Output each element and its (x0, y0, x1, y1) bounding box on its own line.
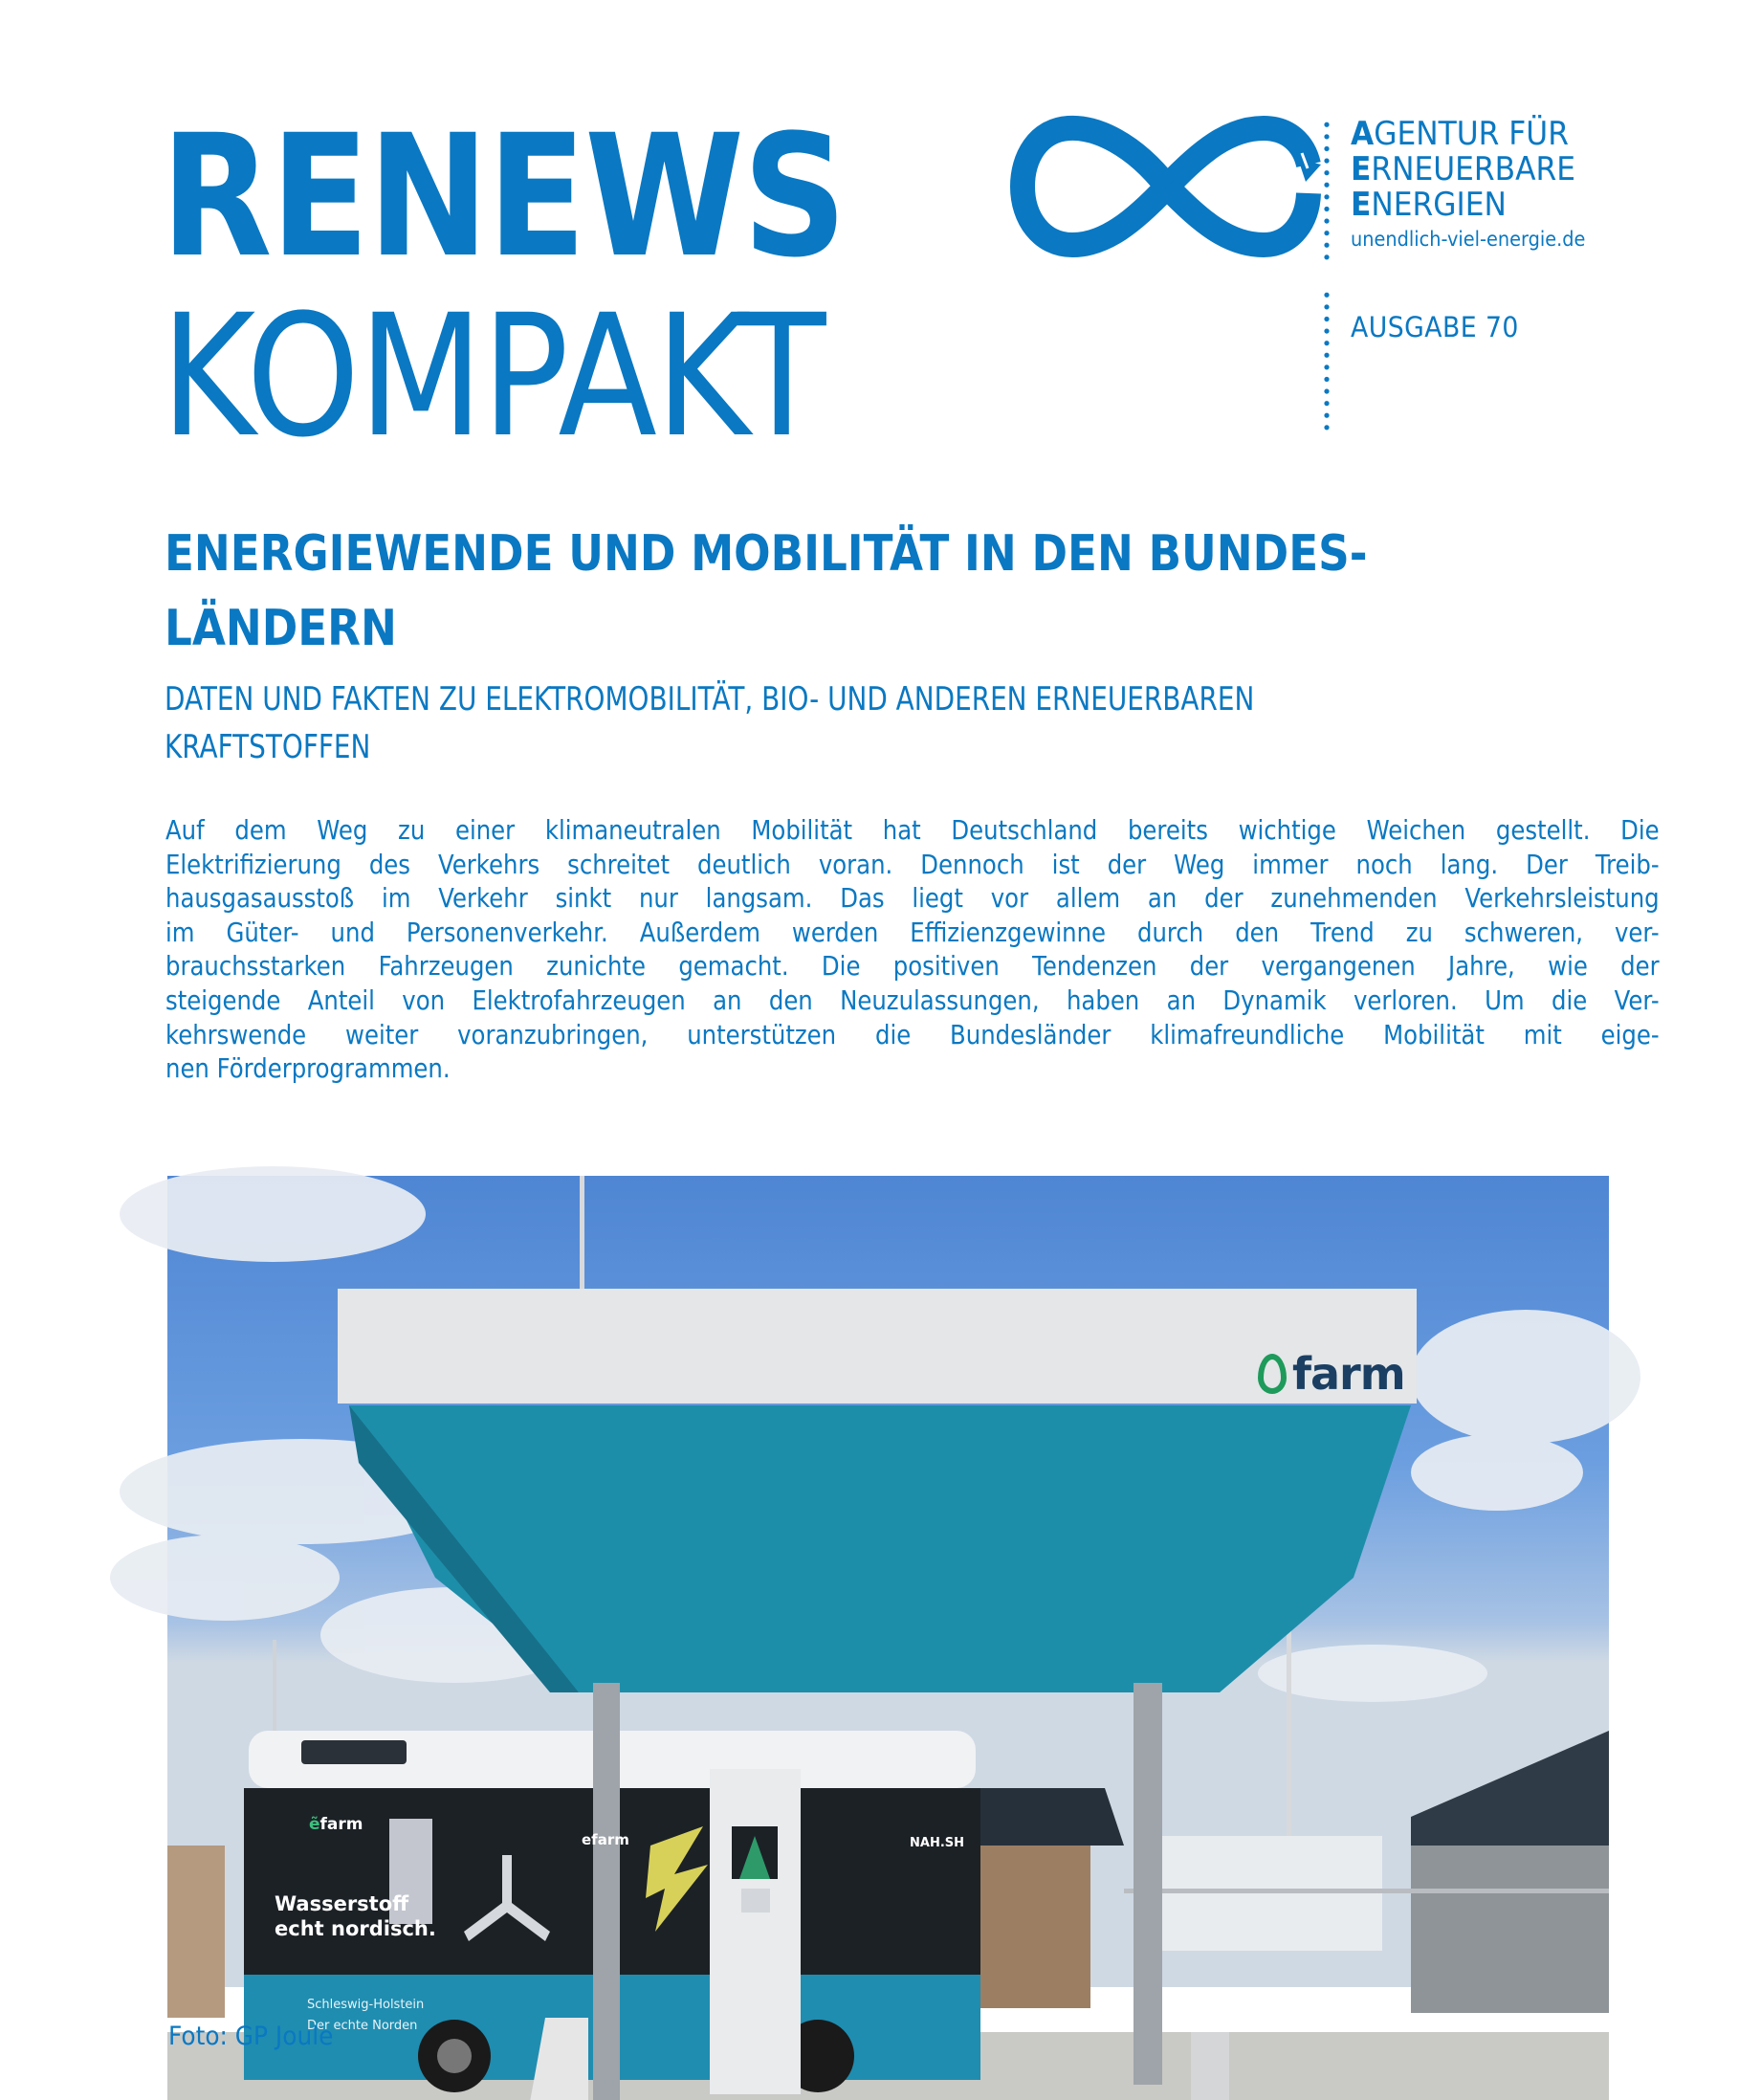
masthead-title-line1: RENEWS (161, 99, 846, 295)
lead-line: kehrswende weiter voranzubringen, unterstützen die Bundesländer klimafreundliche Mobilität mit eige- (165, 1018, 1660, 1050)
issue-number: AUSGABE 70 (1351, 311, 1519, 343)
subheadline-line2: KRAFTSTOFFEN (165, 728, 371, 766)
efarm-canopy-sign (1258, 1348, 1405, 1400)
agency-url-link[interactable]: unendlich-viel-energie.de (1351, 228, 1586, 251)
lead-line: steigende Anteil von Elektrofahrzeugen an den Neuzulassungen, haben an Dynamik verloren. Um die Ver- (165, 984, 1660, 1016)
article-headline (165, 517, 1621, 666)
lead-line: nen Förderprogrammen. (165, 1052, 451, 1085)
agency-name (1351, 117, 1606, 252)
agency-line-2: ERNEUERBARE (1351, 150, 1576, 188)
bus-brand-secondary: efarm (582, 1831, 629, 1848)
article-subheadline (165, 675, 1537, 771)
dotted-divider-top (1324, 119, 1330, 264)
bus-operator: NAH.SH (910, 1836, 965, 1850)
masthead-title-line2: KOMPAKT (161, 278, 825, 475)
photo-caption: Foto: GP Joule (168, 2022, 334, 2051)
bus-region-text: Schleswig-Holstein Der echte Norden (307, 1998, 425, 2033)
agency-line-3: ENERGIEN (1351, 186, 1507, 224)
agency-line-1: AGENTUR FÜR (1351, 115, 1569, 153)
lead-line: brauchsstarken Fahrzeugen zunichte gemacht. Die positiven Tendenzen der vergangenen Jahre, wie der (165, 950, 1660, 983)
bus-slogan: Wasserstoff echt nordisch. (275, 1892, 436, 1940)
efarm-sign-text: farm (1292, 1348, 1405, 1400)
subheadline-line1: DATEN UND FAKTEN ZU ELEKTROMOBILITÄT, BIO- UND ANDEREN ERNEUERBAREN (165, 680, 1255, 718)
dotted-divider-bottom (1324, 289, 1330, 431)
masthead-title (161, 99, 957, 475)
lead-line: im Güter- und Personenverkehr. Außerdem werden Effizienzgewinne durch den Trend zu schweren, ver- (165, 916, 1660, 948)
lead-line: hausgasausstoß im Verkehr sinkt nur langsam. Das liegt vor allem an der zunehmenden Verkehrsleistung (165, 882, 1660, 915)
hydrogen-station-photo (167, 1176, 1609, 2033)
infinity-arrow-icon (1019, 115, 1315, 258)
headline-line2: LÄNDERN (165, 600, 397, 657)
headline-line1: ENERGIEWENDE UND MOBILITÄT IN DEN BUNDES- (165, 525, 1368, 583)
bus-brand: ẽfarm (309, 1815, 363, 1834)
lead-line: Auf dem Weg zu einer klimaneutralen Mobilität hat Deutschland bereits wichtige Weichen gestellt. Die (165, 814, 1660, 846)
lead-line: Elektrifizierung des Verkehrs schreitet deutlich voran. Dennoch ist der Weg immer noch lang. Der Treib- (165, 848, 1660, 880)
lead-paragraph (165, 813, 1660, 1086)
efarm-drop-icon (1258, 1354, 1287, 1394)
